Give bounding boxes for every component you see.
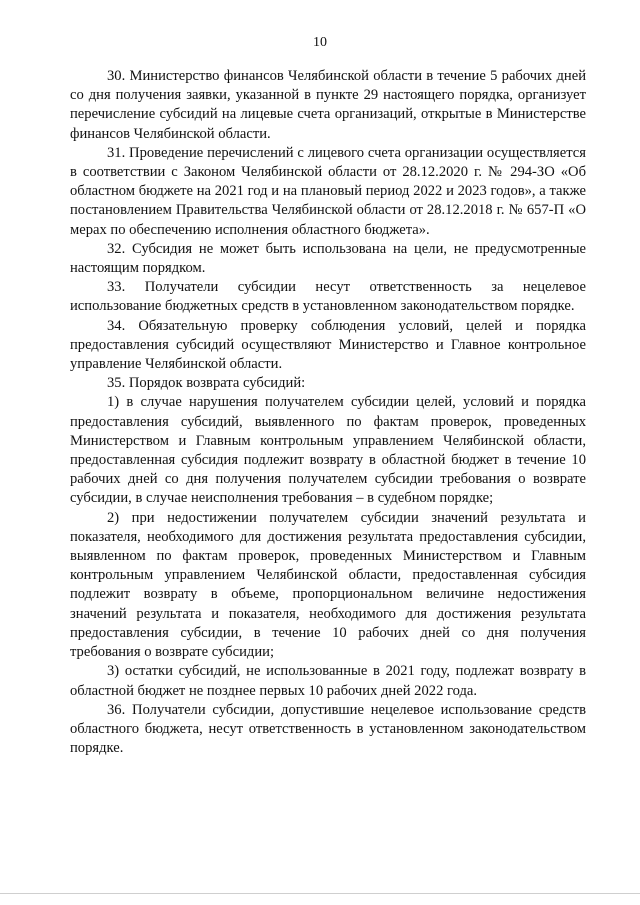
document-body <box>70 67 586 758</box>
paragraph-36: 36. Получатели субсидии, допустившие нецелевое использование средств областного бюджета, несут ответственность в установленном законодательством порядке. <box>70 701 586 757</box>
page-number: 10 <box>313 35 327 50</box>
paragraph-35-item-3: 3) остатки субсидий, не использованные в 2021 году, подлежат возврату в областной бюджет не позднее первых 10 рабочих дней 2022 года. <box>70 663 586 699</box>
paragraph-31: 31. Проведение перечислений с лицевого счета организации осуществляется в соответствии с Законом Челябинской области от 28.12.2020 г. № 294-ЗО «Об областном бюджете на 2021 год и на плановый период 2022 и 2023 годов», а также постановлением Правительства Челябинской области от 28.12.2018 г. № 657-П «О мерах по обеспечению исполнения областного бюджета». <box>70 144 586 238</box>
paragraph-35-item-1: 1) в случае нарушения получателем субсидии целей, условий и порядка предоставления субсидий, выявленного по фактам проверок, проведенных Министерством и Главным контрольным управлением Челябинской области, предоставленная субсидия подлежит возврату в областной бюджет в течение 10 рабочих дней со дня получения получателем субсидии требования о возврате субсидии, в случае неисполнения требования – в судебном порядке; <box>70 394 586 507</box>
bottom-scan-line <box>0 893 640 894</box>
paragraph-30: 30. Министерство финансов Челябинской области в течение 5 рабочих дней со дня получения заявки, указанной в пункте 29 настоящего порядка, организует перечисление субсидий на лицевые счета организаций, открытые в Министерстве финансов Челябинской области. <box>70 68 586 142</box>
paragraph-35-heading: 35. Порядок возврата субсидий: <box>107 375 306 392</box>
paragraph-33: 33. Получатели субсидии несут ответственность за нецелевое использование бюджетных средств в установленном законодательством порядке. <box>70 279 586 315</box>
paragraph-32: 32. Субсидия не может быть использована на цели, не предусмотренные настоящим порядком. <box>70 240 586 277</box>
paragraph-34: 34. Обязательную проверку соблюдения условий, целей и порядка предоставления субсидий осуществляют Министерство и Главное контрольное управление Челябинской области. <box>70 317 586 373</box>
paragraph-35-item-2: 2) при недостижении получателем субсидии значений результата и показателя, необходимого для достижения результата предоставления субсидии, выявленном по фактам проверок, проведенных Министерством и Главным контрольным управлением Челябинской области, предоставленная субсидия подлежит возврату в объеме, пропорциональном величине недостижения значений результата и показателя, необходимого для достижения результата предоставления субсидии, в течение 10 рабочих дней со дня получения требования о возврате субсидии; <box>70 509 586 661</box>
